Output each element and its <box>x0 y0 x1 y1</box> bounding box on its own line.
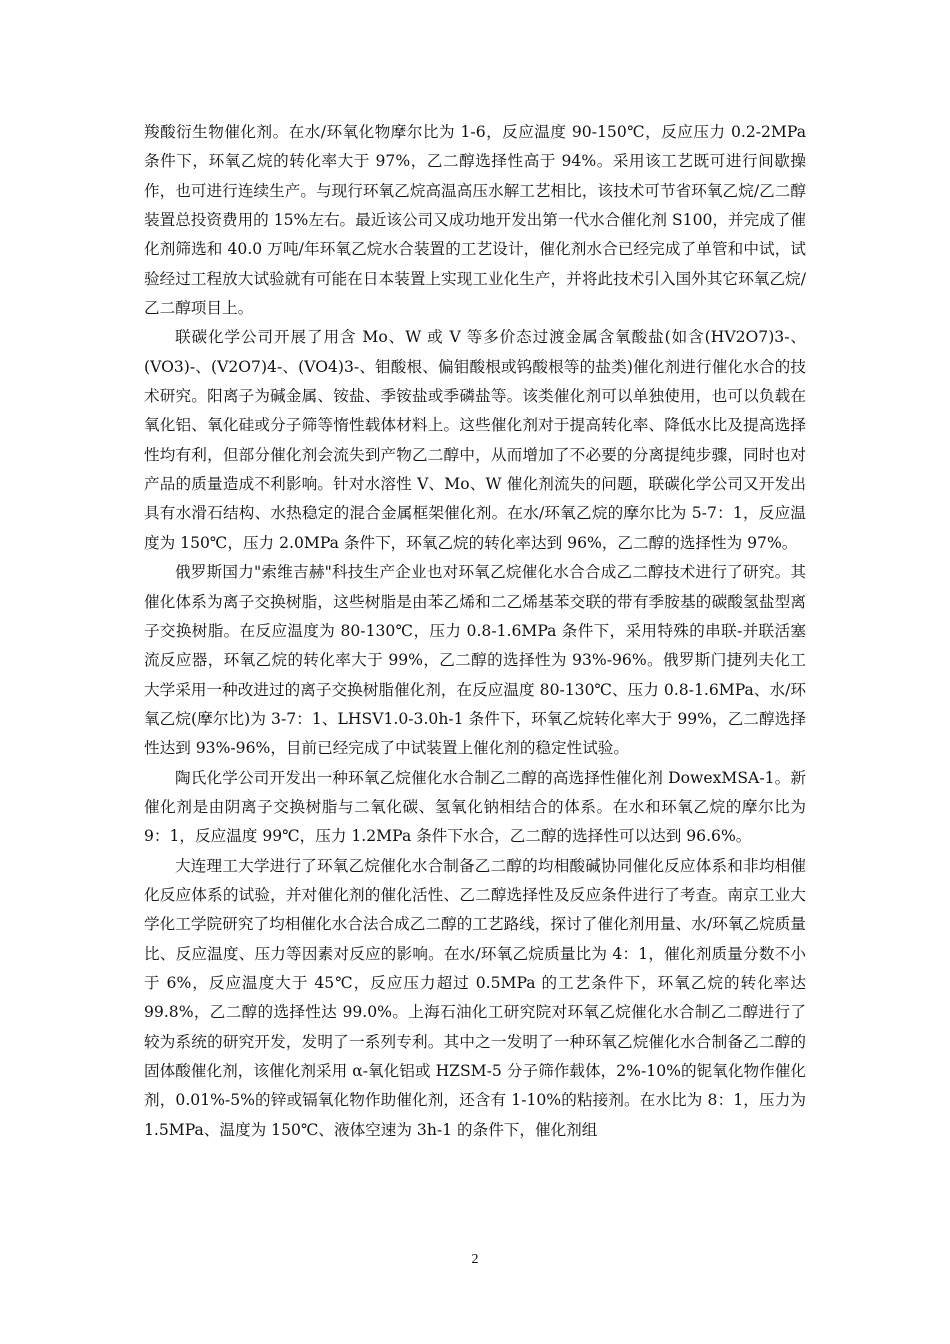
paragraph-3: 俄罗斯国力"索维吉赫"科技生产企业也对环氧乙烷催化水合合成乙二醇技术进行了研究。其催化体系为离子交换树脂，这些树脂是由苯乙烯和二乙烯基苯交联的带有季胺基的碳酸氢盐型离子交换树脂。在反应温度为 80-130℃，压力 0.8-1.6MPa 条件下，采用特殊的串联-并联活塞流反应器，环氧乙烷的转化率大于 99%，乙二醇的选择性为 93%-96%。俄罗斯门捷列夫化工大学采用一种改进过的离子交换树脂催化剂，在反应温度 80-130℃、压力 0.8-1.6MPa、水/环氧乙烷(摩尔比)为 3-7：1、LHSV1.0-3.0h-1 条件下，环氧乙烷转化率大于 99%，乙二醇选择性达到 93%-96%，目前已经完成了中试装置上催化剂的稳定性试验。 <box>144 563 806 758</box>
paragraph-2: 联碳化学公司开展了用含 Mo、W 或 V 等多价态过渡金属含氧酸盐(如含(HV2O7)3-、(VO3)-、(V2O7)4-、(VO4)3-、钼酸根、偏钼酸根或钨酸根等的盐类)催化剂进行催化水合的技术研究。阳离子为碱金属、铵盐、季铵盐或季磷盐等。该类催化剂可以单独使用，也可以负载在氧化铝、氧化硅或分子筛等惰性载体材料上。这些催化剂对于提高转化率、降低水比及提高选择性均有利，但部分催化剂会流失到产物乙二醇中，从而增加了不必要的分离提纯步骤，同时也对产品的质量造成不利影响。针对水溶性 V、Mo、W 催化剂流失的问题，联碳化学公司又开发出具有水滑石结构、水热稳定的混合金属框架催化剂。在水/环氧乙烷的摩尔比为 5-7：1，反应温度为 150℃，压力 2.0MPa 条件下，环氧乙烷的转化率达到 96%，乙二醇的选择性为 97%。 <box>144 328 806 552</box>
paragraph-1: 羧酸衍生物催化剂。在水/环氧化物摩尔比为 1-6，反应温度 90-150℃，反应压力 0.2-2MPa 条件下，环氧乙烷的转化率大于 97%，乙二醇选择性高于 94%。采用该工艺既可进行间歇操作，也可进行连续生产。与现行环氧乙烷高温高压水解工艺相比，该技术可节省环氧乙烷/乙二醇装置总投资费用的 15%左右。最近该公司又成功地开发出第一代水合催化剂 S100，并完成了催化剂筛选和 40.0 万吨/年环氧乙烷水合装置的工艺设计，催化剂水合已经完成了单管和中试，试验经过工程放大试验就有可能在日本装置上实现工业化生产，并将此技术引入国外其它环氧乙烷/乙二醇项目上。 <box>144 123 806 318</box>
page-number: 2 <box>471 1252 479 1267</box>
paragraph-5: 大连理工大学进行了环氧乙烷催化水合制备乙二醇的均相酸碱协同催化反应体系和非均相催化反应体系的试验，并对催化剂的催化活性、乙二醇选择性及反应条件进行了考查。南京工业大学化工学院研究了均相催化水合法合成乙二醇的工艺路线，探讨了催化剂用量、水/环氧乙烷质量比、反应温度、压力等因素对反应的影响。在水/环氧乙烷质量比为 4：1，催化剂质量分数不小于 6%，反应温度大于 45℃，反应压力超过 0.5MPa 的工艺条件下，环氧乙烷的转化率达 99.8%，乙二醇的选择性达 99.0%。上海石油化工研究院对环氧乙烷催化水合制乙二醇进行了较为系统的研究开发，发明了一系列专利。其中之一发明了一种环氧乙烷催化水合制备乙二醇的固体酸催化剂，该催化剂采用 α-氧化铝或 HZSM-5 分子筛作载体，2%-10%的铌氧化物作催化剂，0.01%-5%的锌或镉氧化物作助催化剂，还含有 1-10%的粘接剂。在水比为 8：1，压力为 1.5MPa、温度为 150℃、液体空速为 3h-1 的条件下，催化剂组 <box>144 856 806 1139</box>
paragraph-4: 陶氏化学公司开发出一种环氧乙烷催化水合制乙二醇的高选择性催化剂 DowexMSA-1。新催化剂是由阴离子交换树脂与二氧化碳、氢氧化钠相结合的体系。在水和环氧乙烷的摩尔比为 9：1，反应温度 99℃，压力 1.2MPa 条件下水合，乙二醇的选择性可以达到 96.6%。 <box>144 768 806 846</box>
body-text <box>144 118 806 1145</box>
